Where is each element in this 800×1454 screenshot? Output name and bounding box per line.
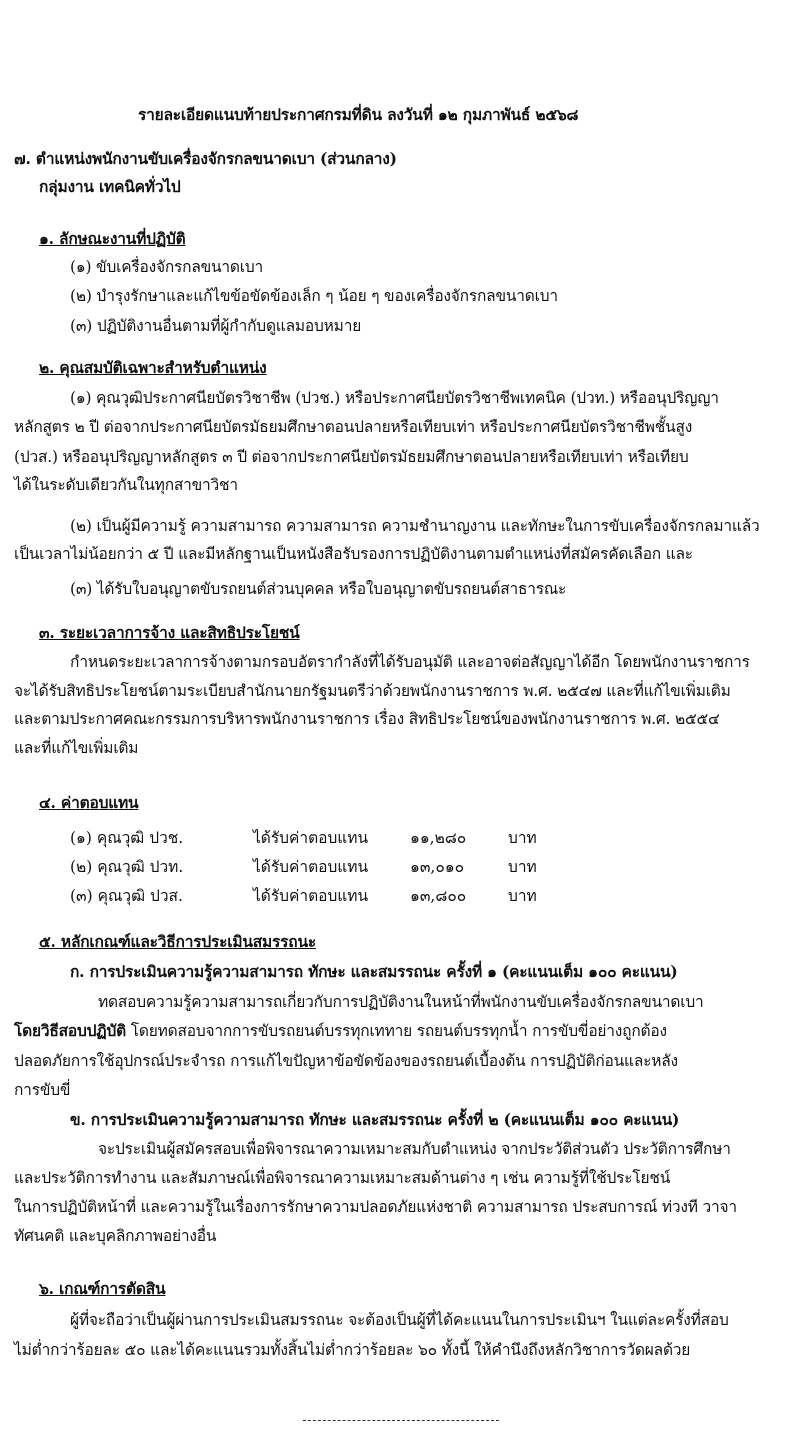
section-2-line: หลักสูตร ๒ ปี ต่อจากประกาศนียบัตรมัธยมศึกษาตอนปลายหรือเทียบเท่า หรือประกาศนียบัตรวิชาชีพชั้นสูง: [14, 418, 693, 436]
compensation-qualification: (๒) คุณวุฒิ ปวท.: [70, 858, 184, 876]
section-3-heading: ๓. ระยะเวลาการจ้าง และสิทธิประโยชน์: [39, 623, 300, 642]
section-6-line: ผู้ที่จะถือว่าเป็นผู้ผ่านการประเมินสมรรถนะ จะต้องเป็นผู้ที่ได้คะแนนในการประเมินฯ ในแต่ละครั้งที่สอบ: [70, 1311, 729, 1329]
section-1-item: (๑) ขับเครื่องจักรกลขนาดเบา: [70, 258, 264, 276]
section-2-line: ได้ในระดับเดียวกันในทุกสาขาวิชา: [14, 476, 238, 494]
section-1-item: (๓) ปฏิบัติงานอื่นตามที่ผู้กำกับดูแลมอบหมาย: [70, 317, 362, 335]
compensation-amount: ๑๓,๐๑๐: [410, 858, 465, 876]
section-2-heading: ๒. คุณสมบัติเฉพาะสำหรับตำแหน่ง: [39, 358, 267, 377]
document-header: รายละเอียดแนบท้ายประกาศกรมที่ดิน ลงวันที่ ๑๒ กุมภาพันธ์ ๒๕๖๘: [138, 105, 579, 124]
assessment-method-bold: โดยวิธีสอบปฏิบัติ: [14, 1021, 126, 1040]
assessment-1-line: [14, 1020, 667, 1042]
section-6-line: ไม่ต่ำกว่าร้อยละ ๕๐ และได้คะแนนรวมทั้งสิ้นไม่ต่ำกว่าร้อยละ ๖๐ ทั้งนี้ ให้คำนึงถึงหลักวิชาการวัดผลด้วย: [14, 1341, 691, 1359]
assessment-1-line: ปลอดภัยการใช้อุปกรณ์ประจำรถ การแก้ไขปัญหาข้อขัดข้องของรถยนต์เบื้องต้น การปฏิบัติก่อนและหลัง: [14, 1052, 678, 1070]
compensation-label: ได้รับค่าตอบแทน: [253, 887, 369, 905]
section-2-line: (๑) คุณวุฒิประกาศนียบัตรวิชาชีพ (ปวช.) หรือประกาศนียบัตรวิชาชีพเทคนิค (ปวท.) หรืออนุปริญญา: [70, 389, 719, 407]
assessment-method-rest: โดยทดสอบจากการขับรถยนต์บรรทุกเททาย รถยนต์บรรทุกน้ำ การขับขี่อย่างถูกต้อง: [126, 1022, 667, 1040]
section-5-heading: ๕. หลักเกณฑ์และวิธีการประเมินสมรรถนะ: [39, 932, 316, 951]
section-3-line: และที่แก้ไขเพิ่มเติม: [14, 739, 139, 757]
compensation-amount: ๑๑,๒๘๐: [410, 829, 467, 847]
section-3-line: กำหนดระยะเวลาการจ้างตามกรอบอัตรากำลังที่ได้รับอนุมัติ และอาจต่อสัญญาได้อีก โดยพนักงานราชการ: [70, 653, 750, 671]
section-1-item: (๒) บำรุงรักษาและแก้ไขข้อขัดข้องเล็ก ๆ น้อย ๆ ของเครื่องจักรกลขนาดเบา: [70, 287, 558, 305]
compensation-unit: บาท: [508, 858, 537, 876]
compensation-amount: ๑๓,๘๐๐: [410, 887, 467, 905]
section-2-line: (ปวส.) หรืออนุปริญญาหลักสูตร ๓ ปี ต่อจากประกาศนียบัตรมัธยมศึกษาตอนปลายหรือเทียบเท่า หรือเทียบ: [14, 448, 689, 466]
assessment-2-line: และประวัติการทำงาน และสัมภาษณ์เพื่อพิจารณาความเหมาะสมด้านต่าง ๆ เช่น ความรู้ที่ใช้ประโยชน์: [14, 1169, 671, 1187]
compensation-unit: บาท: [508, 887, 537, 905]
compensation-label: ได้รับค่าตอบแทน: [253, 858, 369, 876]
section-6-heading: ๖. เกณฑ์การตัดสิน: [39, 1279, 166, 1298]
section-3-line: และตามประกาศคณะกรรมการบริหารพนักงานราชการ เรื่อง สิทธิประโยชน์ของพนักงานราชการ พ.ศ. ๒๕๕๔: [14, 710, 720, 728]
section-2-line: เป็นเวลาไม่น้อยกว่า ๕ ปี และมีหลักฐานเป็นหนังสือรับรองการปฏิบัติงานตามตำแหน่งที่สมัครคัดเลือก และ: [14, 545, 693, 563]
assessment-2-line: ในการปฏิบัติหน้าที่ และความรู้ในเรื่องการรักษาความปลอดภัยแห่งชาติ ความสามารถ ประสบการณ์ ท่วงที วาจา: [14, 1198, 737, 1216]
assessment-1-line: ทดสอบความรู้ความสามารถเกี่ยวกับการปฏิบัติงานในหน้าที่พนักงานขับเครื่องจักรกลขนาดเบา: [98, 993, 704, 1011]
compensation-qualification: (๓) คุณวุฒิ ปวส.: [70, 887, 183, 905]
compensation-qualification: (๑) คุณวุฒิ ปวช.: [70, 829, 184, 847]
section-2-line: (๓) ได้รับใบอนุญาตขับรถยนต์ส่วนบุคคล หรือใบอนุญาตขับรถยนต์สาธารณะ: [70, 580, 567, 598]
section-2-line: (๒) เป็นผู้มีความรู้ ความสามารถ ความสามารถ ความชำนาญงาน และทักษะในการขับเครื่องจักรกลมาแล้ว: [70, 517, 760, 535]
position-title: ๗. ตำแหน่งพนักงานขับเครื่องจักรกลขนาดเบา (ส่วนกลาง): [14, 149, 397, 168]
section-3-line: จะได้รับสิทธิประโยชน์ตามระเบียบสำนักนายกรัฐมนตรีว่าด้วยพนักงานราชการ พ.ศ. ๒๕๔๗ และที่แก้ไขเพิ่มเติม: [14, 682, 731, 700]
job-group: กลุ่มงาน เทคนิคทั่วไป: [39, 177, 181, 196]
assessment-1-line: การขับขี่: [14, 1081, 71, 1099]
compensation-unit: บาท: [508, 829, 537, 847]
assessment-2-heading: ข. การประเมินความรู้ความสามารถ ทักษะ และสมรรถนะ ครั้งที่ ๒ (คะแนนเต็ม ๑๐๐ คะแนน): [70, 1110, 680, 1129]
closing-divider: [303, 1420, 499, 1421]
section-1-heading: ๑. ลักษณะงานที่ปฏิบัติ: [39, 229, 186, 248]
section-4-heading: ๔. ค่าตอบแทน: [39, 793, 139, 812]
compensation-label: ได้รับค่าตอบแทน: [253, 829, 369, 847]
assessment-2-line: ทัศนคติ และบุคลิกภาพอย่างอื่น: [14, 1227, 217, 1245]
assessment-1-heading: ก. การประเมินความรู้ความสามารถ ทักษะ และสมรรถนะ ครั้งที่ ๑ (คะแนนเต็ม ๑๐๐ คะแนน): [70, 962, 678, 981]
assessment-2-line: จะประเมินผู้สมัครสอบเพื่อพิจารณาความเหมาะสมกับตำแหน่ง จากประวัติส่วนตัว ประวัติการศึกษา: [98, 1140, 731, 1158]
